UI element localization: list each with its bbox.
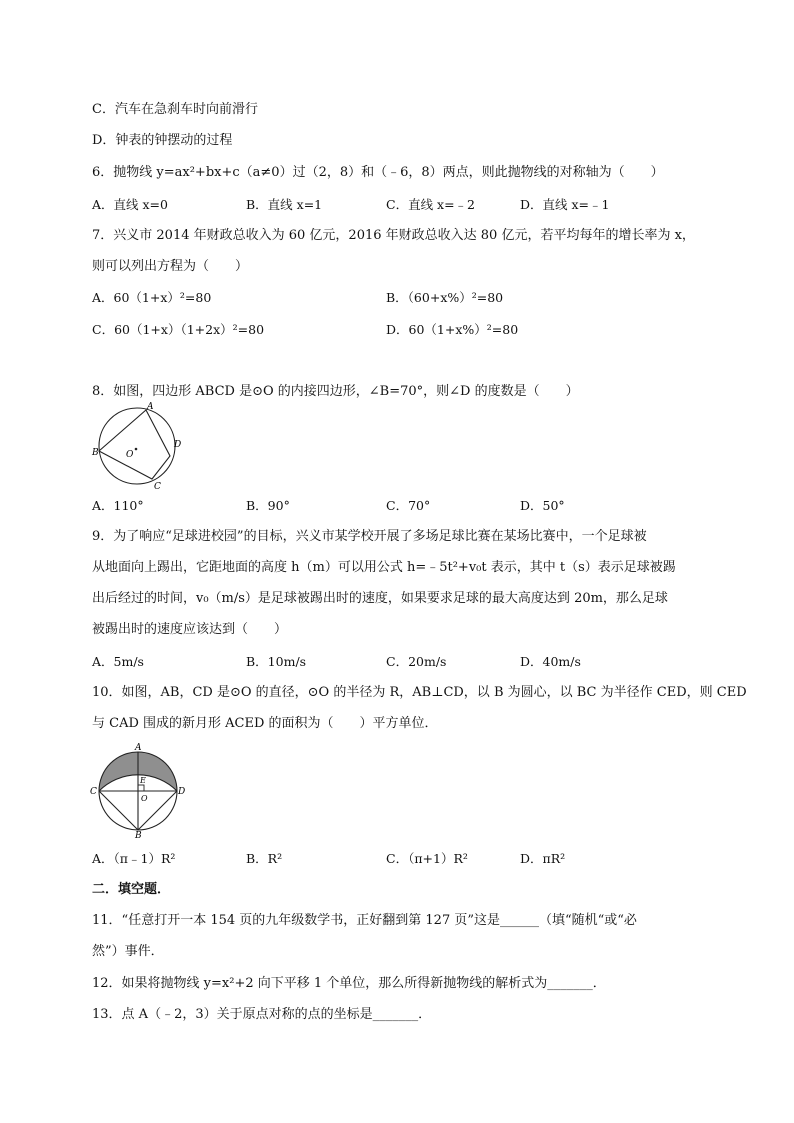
q9-option-b: B．10m/s [246, 654, 307, 669]
label-o: O [126, 450, 134, 460]
q6-option-d: D．直线 x=﹣1 [520, 197, 610, 212]
label-a: A [135, 743, 142, 753]
q9-line2: 从地面向上踢出，它距地面的高度 h（m）可以用公式 h=﹣5t²+v₀t 表示，其中 t（s）表示足球被踢 [92, 560, 676, 575]
q7-stem-line2: 则可以列出方程为（ ） [92, 259, 249, 274]
label-b: B [135, 831, 142, 838]
q8-option-b: B．90° [246, 498, 290, 513]
q7-option-b: B．（60+x%）²=80 [386, 290, 504, 305]
label-a: A [147, 402, 154, 412]
q8-figure-inscribed-quadrilateral [90, 401, 186, 491]
q9-line4: 被踢出时的速度应该达到（ ） [92, 622, 288, 637]
q6-option-a: A．直线 x=0 [92, 197, 168, 212]
q8-option-a: A．110° [92, 498, 144, 513]
q5-option-d: D．钟表的钟摆动的过程 [92, 133, 233, 148]
q6-option-b: B．直线 x=1 [246, 197, 323, 212]
circle-o [99, 408, 175, 484]
q6-stem: 6．抛物线 y=ax²+bx+c（a≠0）过（2，8）和（﹣6，8）两点，则此抛物线的对称轴为（ ） [92, 165, 664, 180]
q10-option-a: A．（π﹣1）R² [92, 851, 176, 866]
q11-line2: 然”）事件． [92, 944, 164, 959]
q10-option-d: D．πR² [520, 851, 566, 866]
q9-option-c: C．20m/s [386, 654, 447, 669]
label-o: O [141, 794, 148, 803]
q10-option-b: B．R² [246, 851, 283, 866]
label-b: B [92, 448, 99, 458]
q12-stem: 12．如果将抛物线 y=x²+2 向下平移 1 个单位，那么所得新抛物线的解析式为_______． [92, 976, 606, 991]
q10-option-c: C．（π+1）R² [386, 851, 468, 866]
q9-option-a: A．5m/s [92, 654, 144, 669]
q10-figure-crescent [90, 742, 186, 838]
label-d: D [174, 440, 182, 450]
right-angle-mark [138, 785, 144, 791]
label-c: C [90, 787, 97, 797]
q7-option-c: C．60（1+x）（1+2x）²=80 [92, 322, 265, 337]
q7-option-a: A．60（1+x）²=80 [92, 290, 212, 305]
q7-option-d: D．60（1+x%）²=80 [386, 322, 519, 337]
q10-line1: 10．如图，AB，CD 是⊙O 的直径，⊙O 的半径为 R，AB⊥CD，以 B 为圆心，以 BC 为半径作 CED，则 CED [92, 685, 747, 700]
center-point [135, 448, 138, 451]
q8-stem: 8．如图，四边形 ABCD 是⊙O 的内接四边形，∠B=70°，则∠D 的度数是（ ） [92, 384, 579, 399]
q9-line1: 9．为了响应“足球进校园”的目标，兴义市某学校开展了多场足球比赛在某场比赛中，一个足球被 [92, 529, 647, 544]
q11-line1: 11．“任意打开一本 154 页的九年级数学书，正好翻到第 127 页”这是______（填“随机“或“必 [92, 913, 637, 928]
label-c: C [154, 482, 161, 491]
q10-line2: 与 CAD 围成的新月形 ACED 的面积为（ ）平方单位． [92, 716, 438, 731]
q7-stem-line1: 7．兴义市 2014 年财政总收入为 60 亿元，2016 年财政总收入达 80 亿元，若平均每年的增长率为 x， [92, 228, 695, 243]
q8-option-c: C．70° [386, 498, 431, 513]
label-e: E [140, 776, 146, 785]
q9-option-d: D．40m/s [520, 654, 581, 669]
label-d: D [178, 787, 186, 797]
q13-stem: 13．点 A（﹣2，3）关于原点对称的点的坐标是_______． [92, 1007, 432, 1022]
q6-option-c: C．直线 x=﹣2 [386, 197, 476, 212]
q8-option-d: D．50° [520, 498, 565, 513]
q5-option-c: C．汽车在急刹车时向前滑行 [92, 102, 258, 117]
q9-line3: 出后经过的时间，v₀（m/s）是足球被踢出时的速度，如果要求足球的最大高度达到 20m，那么足球 [92, 591, 668, 606]
section-heading-fill-in: 二．填空题． [92, 882, 171, 897]
